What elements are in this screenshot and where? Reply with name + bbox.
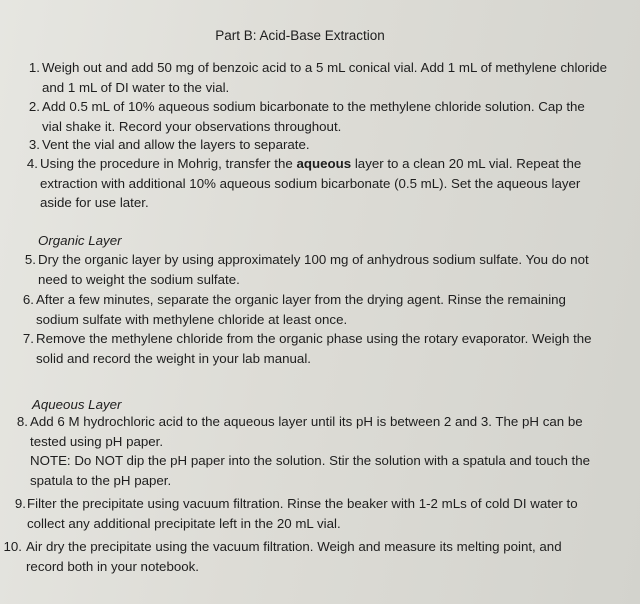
step-number: 4. [26,156,38,171]
step-line: Remove the methylene chloride from the organic phase using the rotary evaporator. Weigh the [36,331,592,346]
emphasis-text: aqueous [296,156,352,171]
step-line: record both in your notebook. [26,558,199,574]
step-line: aside for use later. [40,195,149,210]
aqueous-layer-heading: Aqueous Layer [32,397,122,412]
step-line: Filter the precipitate using vacuum filtration. Rinse the beaker with 1-2 mLs of cold DI water to [27,496,578,511]
step-line: After a few minutes, separate the organic layer from the drying agent. Rinse the remaining [36,292,566,307]
step-number: 10. [3,539,22,554]
step-number: 1. [28,60,40,75]
organic-layer-heading: Organic Layer [38,233,122,248]
step-line: sodium sulfate with methylene chloride at least once. [36,311,348,327]
step-number: 5. [24,252,36,267]
step-line: Weigh out and add 50 mg of benzoic acid to a 5 mL conical vial. Add 1 mL of methylene chloride [42,60,607,75]
step-number: 3. [28,137,40,152]
step-line: and 1 mL of DI water to the vial. [42,79,230,95]
step-number: 8. [16,414,28,429]
step-line: Dry the organic layer by using approximately 100 mg of anhydrous sodium sulfate. You do not [38,252,589,267]
step-line: Using the procedure in Mohrig, transfer the aqueous layer to a clean 20 mL vial. Repeat the [40,156,582,171]
step-line: solid and record the weight in your lab manual. [36,350,311,366]
step-line: Vent the vial and allow the layers to separate. [42,137,310,152]
step-note: NOTE: Do NOT dip the pH paper into the solution. Stir the solution with a spatula and touch the [30,453,591,468]
step-number: 2. [28,99,40,114]
step-number: 7. [22,331,34,346]
step-number: 9. [14,496,26,511]
step-line: Air dry the precipitate using the vacuum filtration. Weigh and measure its melting point, and [26,539,562,554]
step-line: vial shake it. Record your observations throughout. [42,118,342,134]
step-line: Add 6 M hydrochloric acid to the aqueous layer until its pH is between 2 and 3. The pH can be [30,414,583,429]
step-note: spatula to the pH paper. [30,472,172,488]
step-line: collect any additional precipitate left in the 20 mL vial. [27,515,341,531]
page-title: Part B: Acid-Base Extraction [215,28,385,43]
step-line: tested using pH paper. [30,433,164,449]
step-line: extraction with additional 10% aqueous sodium bicarbonate (0.5 mL). Set the aqueous layer [40,175,581,191]
step-line: Add 0.5 mL of 10% aqueous sodium bicarbonate to the methylene chloride solution. Cap the [42,99,585,114]
step-number: 6. [22,292,34,307]
step-line: need to weight the sodium sulfate. [38,271,240,287]
